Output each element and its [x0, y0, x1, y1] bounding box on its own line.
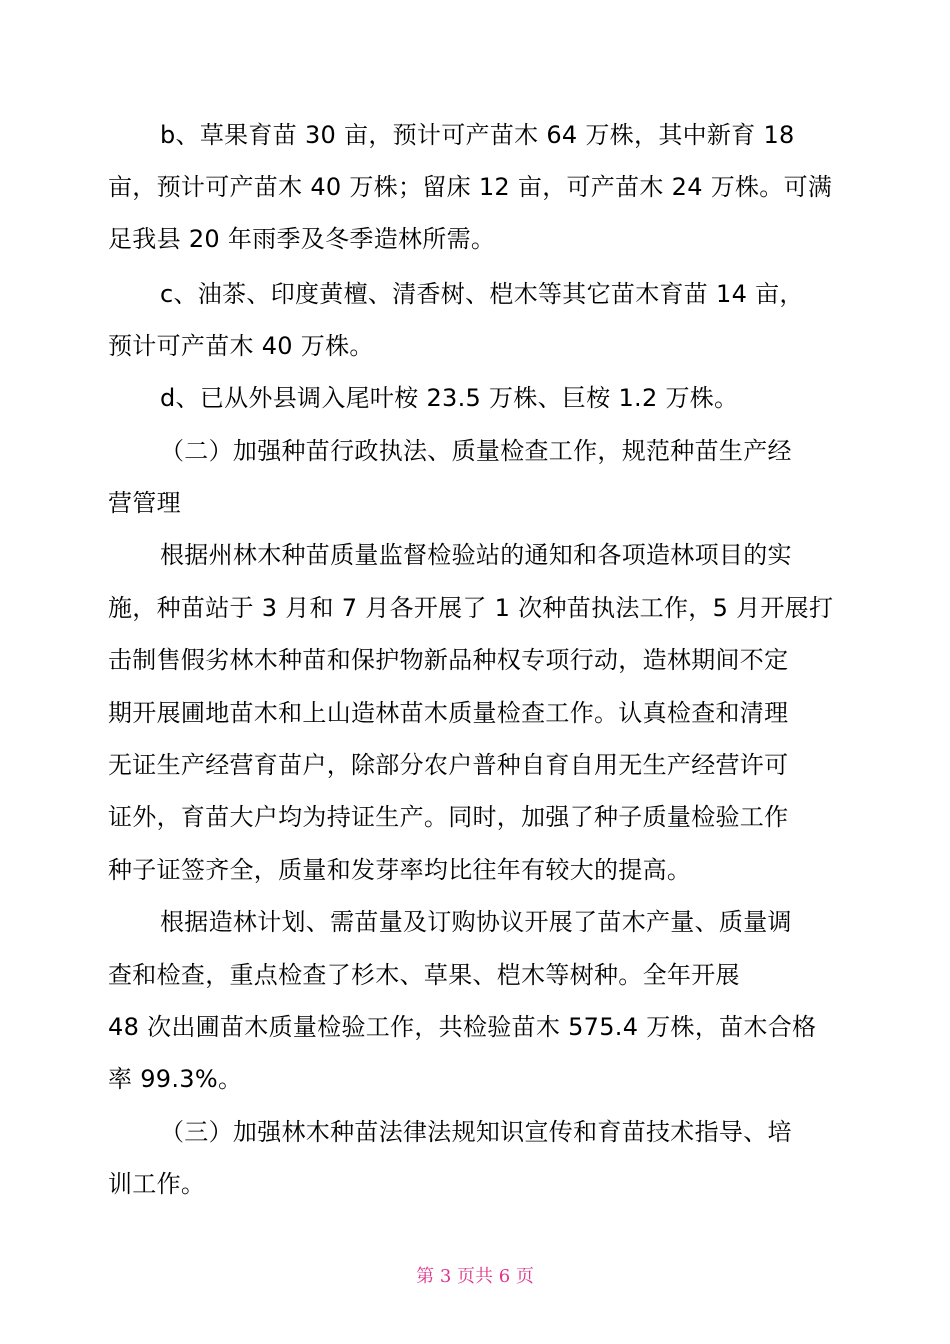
paragraph-c-line-2: 预计可产苗木 40 万株。 [108, 332, 374, 360]
paragraph-inspection-line-1: 根据州林木种苗质量监督检验站的通知和各项造林项目的实 [160, 541, 792, 569]
paragraph-inspection-line-5: 无证生产经营育苗户，除部分农户普种自育自用无生产经营许可 [108, 751, 789, 779]
paragraph-inspection-line-2: 施，种苗站于 3 月和 7 月各开展了 1 次种苗执法工作，5 月开展打 [108, 594, 834, 622]
paragraph-survey-line-3: 48 次出圃苗木质量检验工作，共检验苗木 575.4 万株，苗木合格 [108, 1013, 817, 1041]
paragraph-survey-line-4: 率 99.3%。 [108, 1065, 243, 1093]
paragraph-inspection-line-4: 期开展圃地苗木和上山造林苗木质量检查工作。认真检查和清理 [108, 699, 789, 727]
paragraph-b-line-2: 亩，预计可产苗木 40 万株；留床 12 亩，可产苗木 24 万株。可满 [108, 173, 833, 201]
paragraph-survey-line-1: 根据造林计划、需苗量及订购协议开展了苗木产量、质量调 [160, 908, 792, 936]
section-2-heading-line-2: 营管理 [108, 489, 181, 517]
paragraph-b-line-1: b、草果育苗 30 亩，预计可产苗木 64 万株，其中新育 18 [160, 121, 795, 149]
paragraph-b-line-3: 足我县 20 年雨季及冬季造林所需。 [108, 225, 496, 253]
section-2-heading-line-1: （二）加强种苗行政执法、质量检查工作，规范种苗生产经 [160, 437, 792, 465]
section-3-heading-line-2: 训工作。 [108, 1170, 206, 1198]
paragraph-inspection-line-7: 种子证签齐全，质量和发芽率均比往年有较大的提高。 [108, 856, 692, 884]
paragraph-survey-line-2: 查和检查，重点检查了杉木、草果、桤木等树种。全年开展 [108, 961, 740, 989]
paragraph-d-line-1: d、已从外县调入尾叶桉 23.5 万株、巨桉 1.2 万株。 [160, 384, 739, 412]
paragraph-inspection-line-3: 击制售假劣林木种苗和保护物新品种权专项行动，造林期间不定 [108, 646, 789, 674]
paragraph-inspection-line-6: 证外，育苗大户均为持证生产。同时，加强了种子质量检验工作 [108, 803, 789, 831]
paragraph-c-line-1: c、油茶、印度黄檀、清香树、桤木等其它苗木育苗 14 亩， [160, 280, 804, 308]
section-3-heading-line-1: （三）加强林木种苗法律法规知识宣传和育苗技术指导、培 [160, 1118, 792, 1146]
page-number-footer: 第 3 页共 6 页 [416, 1266, 534, 1287]
